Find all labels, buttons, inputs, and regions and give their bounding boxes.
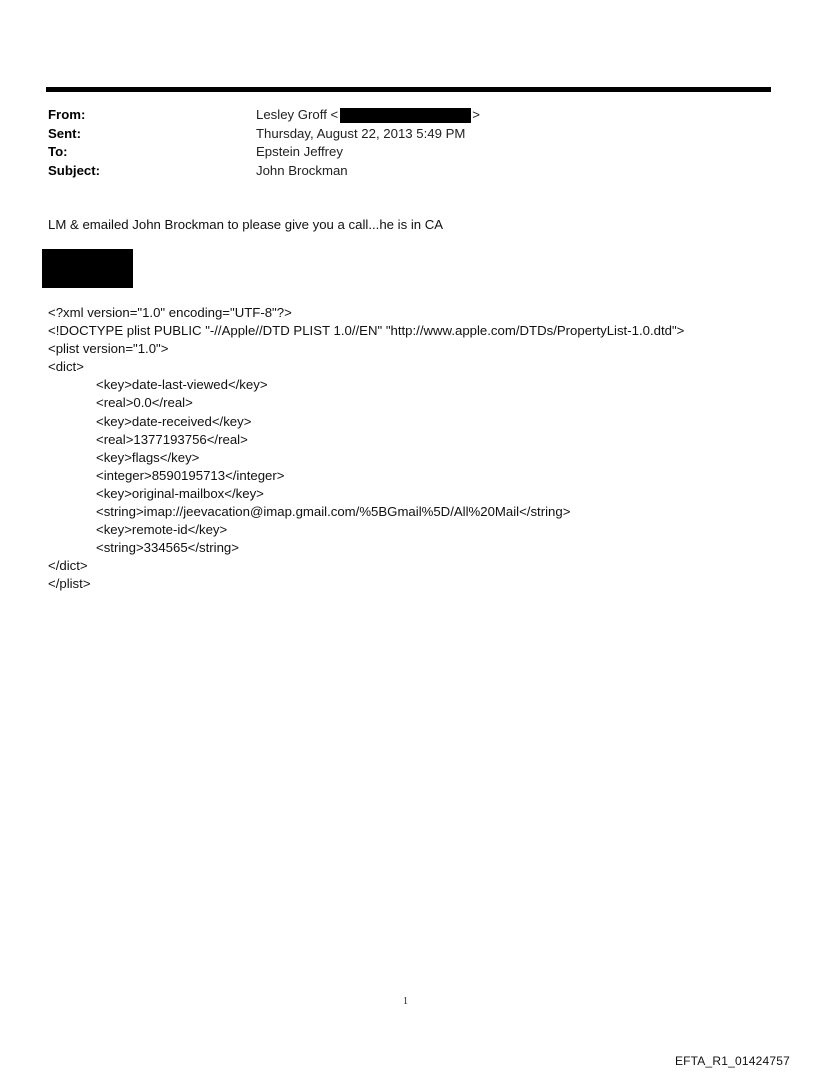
plist-line: <key>remote-id</key> [96,522,228,538]
plist-line: <integer>8590195713</integer> [96,467,285,483]
to-value: Epstein Jeffrey [256,144,343,160]
from-name: Lesley Groff [256,107,327,123]
plist-line: <key>date-received</key> [96,413,252,429]
plist-metadata [48,304,684,594]
sent-value: Thursday, August 22, 2013 5:49 PM [256,125,466,141]
plist-line: </plist> [48,576,91,592]
redacted-signature [42,249,133,288]
sent-row [48,125,748,144]
sent-label: Sent: [48,125,81,141]
plist-line: <dict> [48,359,84,375]
from-label: From: [48,107,86,123]
plist-line: <key>flags</key> [96,449,200,465]
from-open-bracket: < [330,107,339,123]
redacted-email [340,108,471,123]
plist-line: <plist version="1.0"> [48,341,169,357]
plist-line: <?xml version="1.0" encoding="UTF-8"?> [48,305,292,320]
header-divider [46,87,771,92]
to-label: To: [48,144,68,160]
plist-line: <string>imap://jeevacation@imap.gmail.com/%5BGmail%5D/All%20Mail</string> [96,504,571,520]
document-id: EFTA_R1_01424757 [674,1054,790,1068]
from-row [48,106,748,125]
plist-line: <key>original-mailbox</key> [96,485,264,501]
email-body-message: LM & emailed John Brockman to please give you a call...he is in CA [48,217,444,232]
plist-line: <string>334565</string> [96,540,239,556]
plist-line: <key>date-last-viewed</key> [96,377,268,393]
plist-line: <real>1377193756</real> [96,431,248,447]
to-row [48,143,748,162]
subject-value: John Brockman [256,162,348,178]
from-value [256,106,480,124]
from-close-bracket: > [472,107,480,123]
page-number: 1 [403,996,408,1007]
subject-label: Subject: [48,162,101,178]
plist-line: </dict> [48,558,88,574]
email-header [48,106,748,180]
plist-line: <!DOCTYPE plist PUBLIC "-//Apple//DTD PLIST 1.0//EN" "http://www.apple.com/DTDs/PropertyList-1.0.dtd"> [48,323,685,339]
plist-line: <real>0.0</real> [96,395,193,411]
subject-row [48,162,748,181]
